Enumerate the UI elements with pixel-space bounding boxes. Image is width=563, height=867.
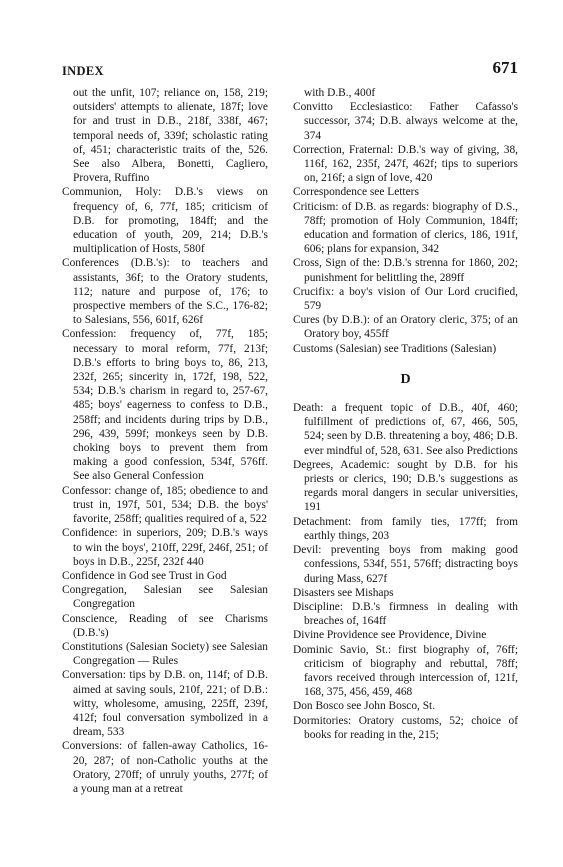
- index-entry: Cures (by D.B.): of an Oratory cleric, 375; of an Oratory boy, 455ff: [293, 314, 518, 341]
- page-header: [62, 56, 518, 82]
- index-entry: Conversions: of fallen-away Catholics, 16-20, 287; of non-Catholic youths at the Oratory, 270ff; of unruly youths, 277f; of a young man at a retreat: [62, 740, 268, 795]
- index-entry: Death: a frequent topic of D.B., 40f, 460; fulfillment of predictions of, 67, 466, 505, 524; seen by D.B. threatening a boy, 486; D.B. ever mindful of, 528, 631. See also Predictions: [293, 402, 518, 457]
- index-entry: Conversation: tips by D.B. on, 114f; of D.B. aimed at saving souls, 210f, 221; of D.B.: witty, wholesome, amusing, 225ff, 239f, 412f; foul conversation symbolized in a dream, 533: [62, 669, 268, 739]
- index-entry: Disasters see Mishaps: [293, 586, 394, 599]
- index-entry: Confidence: in superiors, 209; D.B.'s ways to win the boys', 210ff, 229f, 246f, 251; of boys in D.B., 225f, 232f 440: [62, 527, 268, 568]
- index-entry: Crucifix: a boy's vision of Our Lord crucified, 579: [293, 285, 518, 313]
- index-entry: Criticism: of D.B. as regards: biography of D.S., 78ff; promotion of Holy Communion, 184ff; education and formation of clerics, 186, 191f, 606; plans for expansion, 342: [293, 200, 518, 256]
- index-entry: Divine Providence see Providence, Divine: [293, 629, 487, 642]
- page-number: 671: [492, 58, 518, 77]
- index-entry: Cross, Sign of the: D.B.'s strenna for 1860, 202; punishment for belittling the, 289ff: [293, 257, 518, 284]
- index-column-right: [293, 86, 518, 742]
- index-entry: Don Bosco see John Bosco, St.: [293, 700, 436, 713]
- index-entry: out the unfit, 107; reliance on, 158, 219; outsiders' attempts to alienate, 187f; love for and trust in D.B., 218f, 338f, 467; temporal needs of, 339f; scholastic rating of, 451; characteristic traits of the, 526. See also Albera, Bonetti, Cagliero, Provera, Ruffino: [73, 87, 268, 185]
- index-entry: Confidence in God see Trust in God: [62, 569, 227, 582]
- index-entry: Convitto Ecclesiastico: Father Cafasso's successor, 374; D.B. always welcome at the, 374: [293, 101, 518, 142]
- index-entry: Correction, Fraternal: D.B.'s way of giving, 38, 116f, 162, 235f, 247f, 462f; tips to superiors on, 216f; a sign of love, 420: [293, 143, 518, 185]
- index-entry: Constitutions (Salesian Society) see Salesian Congregation — Rules: [62, 640, 268, 668]
- section-letter-heading: D: [400, 371, 411, 387]
- index-entry: with D.B., 400f: [304, 87, 376, 99]
- index-entry: Congregation, Salesian see Salesian Congregation: [62, 584, 268, 611]
- index-entries-c: [293, 86, 518, 356]
- index-entry: Conferences (D.B.'s): to teachers and assistants, 36f; to the Oratory students, 112; nature and purpose of, 176; to prospective members of the S.C., 176-82; to Salesians, 556, 601f, 626f: [62, 257, 268, 327]
- index-entry: Dormitories: Oratory customs, 52; choice of books for reading in the, 215;: [293, 714, 518, 741]
- index-entry: Confession: frequency of, 77f, 185; necessary to moral reform, 77f, 213f; D.B.'s efforts to bring boys to, 86, 213, 232f, 265; sincerity in, 172f, 198, 522, 534; D.B.'s charism in regard to, 257-67, 485; boys' eagerness to confess to D.B., 258ff; and incidents during trips by D.B., 296, 439, 599f; monkeys seen by D.B. choking boys to prevent them from making a good confession, 534f, 576ff. See also General Confession: [62, 328, 268, 483]
- index-entry: Conscience, Reading of see Charisms (D.B.'s): [62, 612, 268, 639]
- index-entry: Degrees, Academic: sought by D.B. for his priests or clerics, 190; D.B.'s suggestions as regards moral dangers in secular universities, 191: [293, 458, 518, 514]
- index-entry: Correspondence see Letters: [293, 186, 419, 199]
- index-entry: Devil: preventing boys from making good confessions, 534f, 551, 576ff; distracting boys during Mass, 627f: [293, 544, 518, 585]
- index-entry: Confessor: change of, 185; obedience to and trust in, 197f, 501, 534; D.B. the boys' favorite, 258ff; qualities required of a, 522: [62, 484, 268, 526]
- index-column-left: [62, 86, 268, 796]
- index-entries-d: [293, 401, 518, 742]
- running-head: INDEX: [62, 64, 104, 78]
- index-entry: Discipline: D.B.'s firmness in dealing with breaches of, 164ff: [293, 600, 518, 628]
- index-entry: Customs (Salesian) see Traditions (Salesian): [293, 342, 497, 355]
- index-entry: Detachment: from family ties, 177ff; from earthly things, 203: [293, 515, 518, 542]
- index-entry: Dominic Savio, St.: first biography of, 76ff; criticism of biography and rebuttal, 78ff; favors received through intercession of, 121f, 168, 375, 456, 459, 468: [293, 643, 518, 699]
- index-entry: Communion, Holy: D.B.'s views on frequency of, 6, 77f, 185; criticism of D.B. for promoting, 184ff; and the education of youth, 209, 214; D.B.'s multiplication of Hosts, 580f: [62, 186, 268, 256]
